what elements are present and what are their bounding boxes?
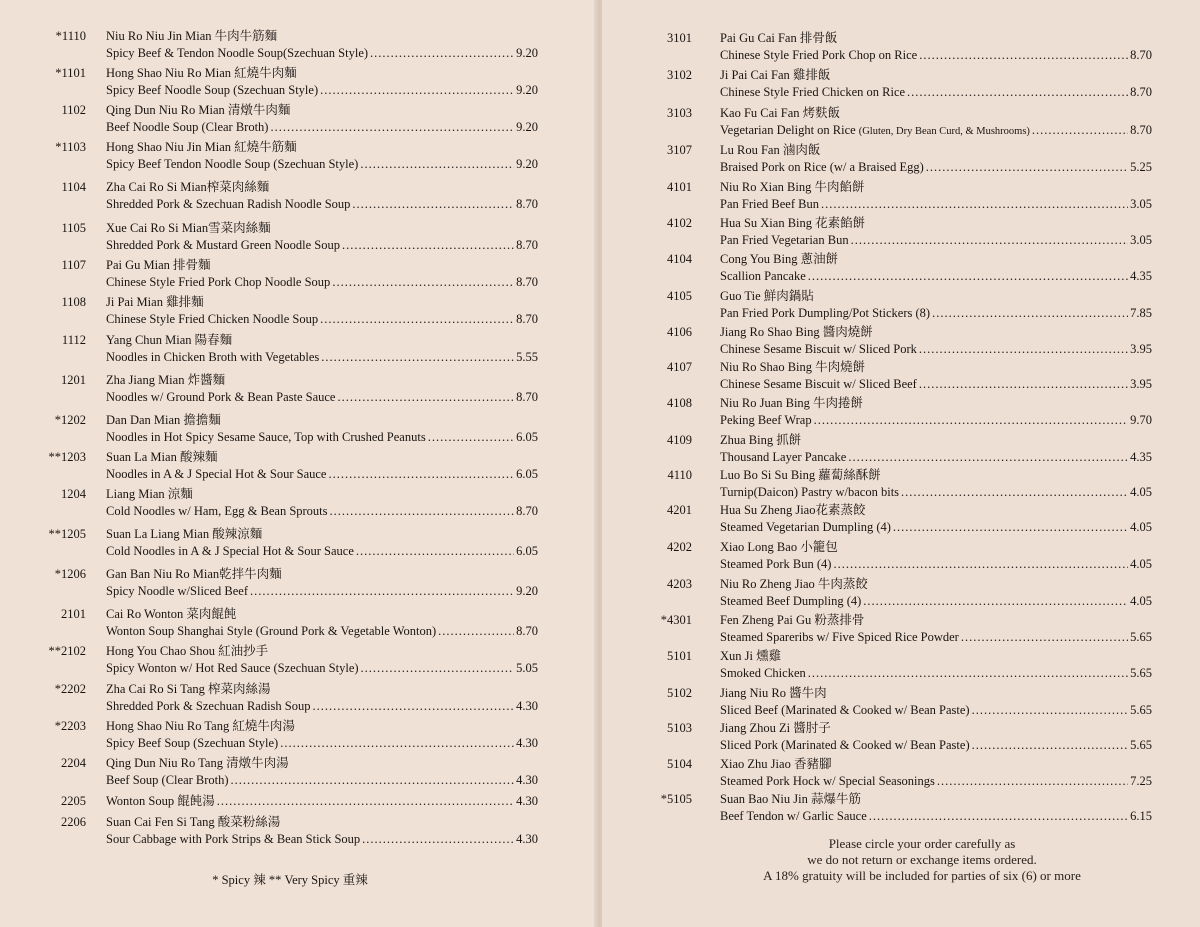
item-code: 3101 [667,31,692,45]
dot-leader [250,583,514,600]
item-description-row [106,623,538,640]
dot-leader [869,808,1128,825]
item-name: Xue Cai Ro Si Mian雪菜肉絲麵 [106,221,271,235]
item-code: 3107 [667,143,692,157]
item-description: Beef Tendon w/ Garlic Sauce [720,809,867,823]
dot-leader [321,349,514,366]
item-description: Peking Beef Wrap [720,413,812,427]
dot-leader [937,773,1128,790]
item-price: 9.20 [516,584,538,598]
item-price: 8.70 [516,197,538,211]
item-code: 4110 [667,468,692,482]
order-notice [732,836,1112,884]
item-description: Beef Soup (Clear Broth) [106,773,229,787]
item-code: 1108 [61,295,86,309]
item-code: 4105 [667,289,692,303]
item-name: Xun Ji 燻雞 [720,649,782,663]
dot-leader [893,519,1128,536]
item-name: Yang Chun Mian 陽春麵 [106,333,233,347]
item-description: Sliced Pork (Marinated & Cooked w/ Bean Paste) [720,738,970,752]
item-description-row [720,268,1152,285]
item-code: 4106 [667,325,692,339]
item-description: Turnip(Daicon) Pastry w/bacon bits [720,485,900,499]
item-code: 3103 [667,106,692,120]
item-description-row [106,831,538,848]
dot-leader [972,702,1129,719]
dot-leader [337,389,514,406]
item-description-row [720,159,1152,176]
item-name: Hong You Chao Shou 紅油抄手 [106,644,269,658]
item-description: Spicy Wonton w/ Hot Red Sauce (Szechuan Style) [106,661,359,675]
dot-leader [332,274,514,291]
item-description: Noodles in Chicken Broth with Vegetables [106,350,320,364]
item-price: 3.05 [1130,233,1152,247]
dot-leader [833,556,1128,573]
dot-leader [361,660,515,677]
item-description: Spicy Beef Noodle Soup (Szechuan Style) [106,83,319,97]
item-name: Niu Ro Niu Jin Mian 牛肉牛筋麵 [106,29,278,43]
dot-leader [863,593,1128,610]
item-name: Hong Shao Niu Ro Tang 紅燒牛肉湯 [106,719,295,733]
item-code: 4104 [667,252,692,266]
item-price: 4.05 [1130,594,1152,608]
item-price: 3.95 [1130,342,1152,356]
item-price: 8.70 [1130,48,1152,62]
dot-leader [919,47,1128,64]
item-description-row [720,122,1152,140]
item-description: Chinese Style Fried Pork Chop Noodle Soup [106,275,331,289]
item-name: Hong Shao Niu Ro Mian 紅燒牛肉麵 [106,66,297,80]
item-description-row [106,274,538,291]
item-price: 8.70 [516,238,538,252]
item-price: 7.85 [1130,306,1152,320]
item-description-row [106,119,538,136]
item-price: 8.70 [1130,123,1152,137]
dot-leader [362,831,514,848]
item-price: 4.30 [516,699,538,713]
item-description-row [720,737,1152,754]
dot-leader [352,196,514,213]
item-description-row [720,629,1152,646]
item-name: Dan Dan Mian 擔擔麵 [106,413,221,427]
item-description: Beef Noodle Soup (Clear Broth) [106,120,269,134]
item-name: Gan Ban Niu Ro Mian乾拌牛肉麵 [106,567,282,581]
item-code: 1201 [61,373,86,387]
item-price: 5.05 [516,661,538,675]
item-code: 4202 [667,540,692,554]
item-description-row [720,305,1152,322]
item-description: Noodles in A & J Special Hot & Sour Sauce [106,467,327,481]
item-price: 5.65 [1130,630,1152,644]
item-description: Shredded Pork & Szechuan Radish Noodle Soup [106,197,351,211]
item-description: Steamed Pork Hock w/ Special Seasonings [720,774,935,788]
item-description: Steamed Spareribs w/ Five Spiced Rice Powder [720,630,959,644]
item-price: 8.70 [516,275,538,289]
item-description-row [720,449,1152,466]
item-description: Chinese Sesame Biscuit w/ Sliced Pork [720,342,917,356]
dot-leader [932,305,1128,322]
dot-leader [313,698,515,715]
item-description: Spicy Beef Soup (Szechuan Style) [106,736,279,750]
item-description-row [106,660,538,677]
item-description: Shredded Pork & Szechuan Radish Soup [106,699,311,713]
dot-leader [919,341,1128,358]
item-price: 3.95 [1130,377,1152,391]
item-description: Wonton Soup Shanghai Style (Ground Pork & Vegetable Wonton) [106,624,437,638]
item-name: Jiang Zhou Zi 醬肘子 [720,721,831,735]
dot-leader [330,503,515,520]
item-price: 6.05 [516,467,538,481]
item-price: 3.05 [1130,197,1152,211]
item-note: (Gluten, Dry Bean Curd, & Mushrooms) [858,126,1030,137]
item-price: 4.35 [1130,269,1152,283]
item-description-row [106,196,538,213]
item-description-row [720,773,1152,790]
order-notice-line: Please circle your order carefully as [828,836,1016,851]
item-description-row [720,556,1152,573]
item-description: Steamed Beef Dumpling (4) [720,594,862,608]
dot-leader [280,735,514,752]
dot-leader [851,232,1129,249]
item-code: *1101 [55,66,86,80]
item-description: Chinese Style Fried Pork Chop on Rice [720,48,918,62]
item-name: Cai Ro Wonton 菜肉餛飩 [106,607,237,621]
item-code: **2102 [48,644,86,658]
item-description-row [720,702,1152,719]
item-code: 3102 [667,68,692,82]
dot-leader [217,793,514,810]
item-name: Ji Pai Mian 雞排麵 [106,295,204,309]
item-description-row [720,232,1152,249]
item-code: 5101 [667,649,692,663]
spicy-legend: * Spicy 辣 ** Very Spicy 重辣 [212,873,368,887]
item-price: 4.30 [516,736,538,750]
item-code: *1202 [54,413,86,427]
item-price: 9.20 [516,83,538,97]
item-name: Xiao Zhu Jiao 香豬腳 [720,757,832,771]
item-code: *5105 [660,792,692,806]
item-description-row [720,519,1152,536]
item-description-row [106,698,538,715]
item-description: Scallion Pancake [720,269,806,283]
item-price: 4.30 [516,794,538,808]
dot-leader [926,159,1128,176]
item-description-row [720,412,1152,429]
item-description: Spicy Noodle w/Sliced Beef [106,584,248,598]
item-description-row [720,665,1152,682]
item-description-row [720,341,1152,358]
item-code: *1206 [54,567,86,581]
item-description: Pan Fried Vegetarian Bun [720,233,849,247]
item-price: 9.20 [516,157,538,171]
dot-leader [438,623,514,640]
item-price: 4.30 [516,832,538,846]
item-description: Sour Cabbage with Pork Strips & Bean Stick Soup [106,832,361,846]
item-price: 6.15 [1130,809,1152,823]
item-description-row [106,82,538,99]
item-name: Guo Tie 鮮肉鍋貼 [720,289,814,303]
item-description: Pan Fried Beef Bun [720,197,819,211]
item-description: Thousand Layer Pancake [720,450,847,464]
item-price: 8.70 [516,504,538,518]
menu-page-right [602,0,1200,927]
item-description-row [106,45,538,62]
item-price: 8.70 [1130,85,1152,99]
dot-leader [320,311,514,328]
item-price: 4.35 [1130,450,1152,464]
dot-leader [972,737,1129,754]
item-name: Ji Pai Cai Fan 雞排飯 [720,68,831,82]
item-name: Kao Fu Cai Fan 烤麩飯 [720,106,841,120]
item-description-row [106,429,538,446]
item-code: 2204 [61,756,86,770]
item-price: 5.55 [516,350,538,364]
item-description-row [720,47,1152,64]
order-notice-line: A 18% gratuity will be included for parties of six (6) or more [763,868,1081,883]
dot-leader [901,484,1128,501]
item-code: 4201 [667,503,692,517]
item-name: Qing Dun Niu Ro Mian 清燉牛肉麵 [106,103,291,117]
item-code: 5102 [667,686,692,700]
item-description-row [106,772,538,789]
item-description: Spicy Beef & Tendon Noodle Soup(Szechuan Style) [106,46,369,60]
item-description-row [720,484,1152,501]
item-price: 5.65 [1130,666,1152,680]
item-name: Suan Cai Fen Si Tang 酸菜粉絲湯 [106,815,281,829]
item-description: Sliced Beef (Marinated & Cooked w/ Bean Paste) [720,703,970,717]
dot-leader [231,772,515,789]
dot-leader [370,45,514,62]
dot-leader [848,449,1128,466]
dot-leader [356,543,514,560]
item-description: Steamed Vegetarian Dumpling (4) [720,520,891,534]
item-price: 4.30 [516,773,538,787]
item-name: Luo Bo Si Su Bing 蘿蔔絲酥餅 [720,468,881,482]
item-description: Noodles w/ Ground Pork & Bean Paste Sauce [106,390,336,404]
item-description: Smoked Chicken [720,666,806,680]
dot-leader [1032,122,1128,139]
item-code: *4301 [660,613,692,627]
item-description-row [720,196,1152,213]
dot-leader [428,429,514,446]
item-name: Zhua Bing 抓餅 [720,433,802,447]
dot-leader [907,84,1128,101]
item-code: 4109 [667,433,692,447]
item-price: 6.05 [516,544,538,558]
item-price: 5.65 [1130,738,1152,752]
item-code: 5104 [667,757,692,771]
item-price: 7.25 [1130,774,1152,788]
item-price: 8.70 [516,312,538,326]
item-code: 2101 [61,607,86,621]
item-description-row [720,376,1152,393]
item-description: Chinese Sesame Biscuit w/ Sliced Beef [720,377,917,391]
item-description: Pan Fried Pork Dumpling/Pot Stickers (8) [720,306,931,320]
item-price: 8.70 [516,390,538,404]
item-description-row [106,503,538,520]
item-description-row [106,237,538,254]
item-name: Niu Ro Juan Bing 牛肉捲餅 [720,396,864,410]
item-description: Steamed Pork Bun (4) [720,557,832,571]
item-name: Suan Bao Niu Jin 蒜爆牛筋 [720,792,861,806]
item-price: 9.70 [1130,413,1152,427]
item-description-row [106,389,538,406]
item-name: Suan La Mian 酸辣麵 [106,450,218,464]
item-name: Qing Dun Niu Ro Tang 清燉牛肉湯 [106,756,289,770]
item-name: Niu Ro Zheng Jiao 牛肉蒸餃 [720,577,868,591]
item-price: 9.20 [516,120,538,134]
item-description: Chinese Style Fried Chicken on Rice [720,85,906,99]
item-description: Cold Noodles in A & J Special Hot & Sour Sauce [106,544,354,558]
item-code: 1102 [61,103,86,117]
dot-leader [961,629,1128,646]
item-code: *1103 [55,140,86,154]
item-code: 5103 [667,721,692,735]
item-name: Lu Rou Fan 滷肉飯 [720,143,821,157]
item-description-row [106,583,538,600]
item-name: Suan La Liang Mian 酸辣涼麵 [106,527,263,541]
item-description-row [106,349,538,366]
order-notice-line: we do not return or exchange items ordered. [807,852,1037,867]
item-name: Pai Gu Mian 排骨麵 [106,258,211,272]
item-description-row [106,466,538,483]
item-price: 5.65 [1130,703,1152,717]
item-name: Liang Mian 涼麵 [106,487,193,501]
item-name: Zha Cai Ro Si Mian榨菜肉絲麵 [106,180,270,194]
item-name: Jiang Niu Ro 醬牛肉 [720,686,827,700]
dot-leader [808,268,1128,285]
item-code: 4108 [667,396,692,410]
dot-leader [328,466,514,483]
item-description: Vegetarian Delight on Rice [720,123,856,137]
item-name: Hua Su Zheng Jiao花素蒸餃 [720,503,866,517]
item-description-row [106,735,538,752]
item-code: **1203 [48,450,86,464]
item-code: 1204 [61,487,86,501]
item-code: 2206 [61,815,86,829]
item-description: Spicy Beef Tendon Noodle Soup (Szechuan Style) [106,157,359,171]
item-code: 1104 [61,180,86,194]
item-code: 4101 [667,180,692,194]
item-price: 8.70 [516,624,538,638]
item-name: Fen Zheng Pai Gu 粉蒸排骨 [720,613,865,627]
dot-leader [821,196,1128,213]
item-description-row [106,311,538,328]
item-description: Chinese Style Fried Chicken Noodle Soup [106,312,319,326]
item-code: *1110 [55,29,86,43]
dot-leader [360,156,514,173]
dot-leader [320,82,514,99]
item-code: 1112 [61,333,86,347]
item-description: Cold Noodles w/ Ham, Egg & Bean Sprouts [106,504,328,518]
item-code: 1105 [61,221,86,235]
item-code: *2203 [54,719,86,733]
item-code: 2205 [61,794,86,808]
item-price: 9.20 [516,46,538,60]
item-name: Niu Ro Xian Bing 牛肉餡餅 [720,180,865,194]
item-code: 1107 [61,258,86,272]
item-name: Jiang Ro Shao Bing 醬肉燒餅 [720,325,873,339]
item-name: Hong Shao Niu Jin Mian 紅燒牛筋麵 [106,140,297,154]
dot-leader [814,412,1129,429]
item-code: 4107 [667,360,692,374]
item-name: Wonton Soup 餛飩湯 [106,794,215,808]
item-description: Braised Pork on Rice (w/ a Braised Egg) [720,160,924,174]
dot-leader [342,237,514,254]
item-name: Pai Gu Cai Fan 排骨飯 [720,31,838,45]
item-code: 4102 [667,216,692,230]
item-description-row [106,156,538,173]
item-description-row [720,808,1152,825]
dot-leader [919,376,1128,393]
item-name: Xiao Long Bao 小籠包 [720,540,838,554]
item-code: **1205 [48,527,86,541]
item-price: 6.05 [516,430,538,444]
item-price: 4.05 [1130,485,1152,499]
item-price: 4.05 [1130,557,1152,571]
menu-page-left [0,0,598,927]
item-name: Zha Cai Ro Si Tang 榨菜肉絲湯 [106,682,271,696]
item-description-row [720,84,1152,101]
item-price: 4.05 [1130,520,1152,534]
item-name: Cong You Bing 蔥油餅 [720,252,839,266]
item-name: Zha Jiang Mian 炸醬麵 [106,373,226,387]
item-description: Shredded Pork & Mustard Green Noodle Soup [106,238,340,252]
item-price: 5.25 [1130,160,1152,174]
item-name: Hua Su Xian Bing 花素餡餅 [720,216,866,230]
item-code: 4203 [667,577,692,591]
item-description-row [720,593,1152,610]
dot-leader [808,665,1128,682]
item-name: Niu Ro Shao Bing 牛肉燒餅 [720,360,866,374]
item-description: Noodles in Hot Spicy Sesame Sauce, Top with Crushed Peanuts [106,430,426,444]
item-code: *2202 [54,682,86,696]
item-row [106,793,538,810]
item-description-row [106,543,538,560]
dot-leader [270,119,514,136]
